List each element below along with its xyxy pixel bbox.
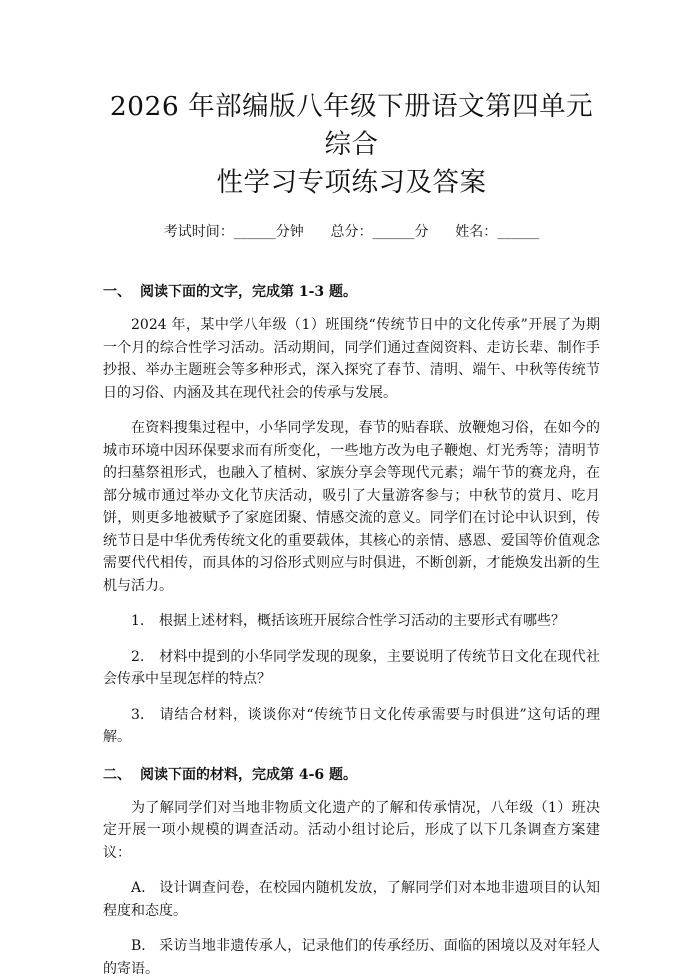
option-text: 设计调查问卷，在校园内随机发放，了解同学们对本地非遗项目的认知程度和态度。 bbox=[103, 880, 600, 919]
section-1-title: 阅读下面的文字，完成第 1-3 题。 bbox=[140, 284, 358, 300]
question-3 bbox=[103, 704, 600, 749]
question-text: 根据上述材料，概括该班开展综合性学习活动的主要形式有哪些？ bbox=[159, 613, 565, 629]
question-number: 3. bbox=[131, 706, 145, 723]
section-1-paragraph: 在资料搜集过程中，小华同学发现，春节的贴春联、放鞭炮习俗，在如今的城市环境中因环保要求而有所变化，一些地方改为电子鞭炮、灯光秀等；清明节的扫墓祭祖形式，也融入了植树、家族分享会等现代元素；端午节的赛龙舟，在部分城市通过举办文化节庆活动，吸引了大量游客参与；中秋节的赏月、吃月饼，则更多地被赋予了家庭团聚、情感交流的意义。同学们在讨论中认识到，传统节日是中华优秀传统文化的重要载体，其核心的亲情、感恩、爱国等价值观念需要代代相传，而具体的习俗形式则应与时俱进，不断创新，才能焕发出新的生机与活力。 bbox=[103, 420, 600, 594]
section-2-heading bbox=[103, 765, 600, 785]
document-title bbox=[103, 88, 600, 202]
section-1-paragraph: 2024 年，某中学八年级（1）班围绕“传统节日中的文化传承”开展了为期一个月的综合性学习活动。活动期间，同学们通过查阅资料、走访长辈、制作手抄报、举办主题班会等多种形式，深入探究了春节、清明、端午、中秋等传统节日的习俗、内涵及其在现代社会的传承与发展。 bbox=[103, 317, 600, 401]
option-text: 采访当地非遗传承人，记录他们的传承经历、面临的困境以及对年轻人的寄语。 bbox=[103, 938, 600, 977]
question-number: 2. bbox=[131, 648, 145, 665]
option-a bbox=[103, 877, 600, 922]
question-number: 1. bbox=[131, 613, 145, 629]
question-2 bbox=[103, 646, 600, 691]
question-text: 请结合材料，谈谈你对“传统节日文化传承需要与时俱进”这句话的理解。 bbox=[103, 706, 600, 745]
option-b bbox=[103, 935, 600, 980]
section-2-number: 二、 bbox=[103, 766, 131, 783]
option-letter: A. bbox=[131, 880, 146, 896]
question-text: 材料中提到的小华同学发现的现象，主要说明了传统节日文化在现代社会传承中呈现怎样的特点？ bbox=[103, 648, 600, 687]
option-letter: B. bbox=[131, 938, 146, 954]
title-line-1: 2026 年部编版八年级下册语文第四单元综合 bbox=[109, 91, 594, 160]
section-2-title: 阅读下面的材料，完成第 4-6 题。 bbox=[140, 766, 358, 783]
exam-info: 考试时间：______分钟 总分：______分 姓名：______ bbox=[163, 224, 540, 240]
section-2-paragraph: 为了解同学们对当地非物质文化遗产的了解和传承情况，八年级（1）班决定开展一项小规模的调查活动。活动小组讨论后，形成了以下几条调查方案建议： bbox=[103, 799, 600, 861]
section-1-number: 一、 bbox=[103, 284, 131, 300]
question-1 bbox=[103, 610, 600, 633]
title-line-2: 性学习专项练习及答案 bbox=[216, 167, 487, 198]
section-1-heading bbox=[103, 282, 600, 302]
